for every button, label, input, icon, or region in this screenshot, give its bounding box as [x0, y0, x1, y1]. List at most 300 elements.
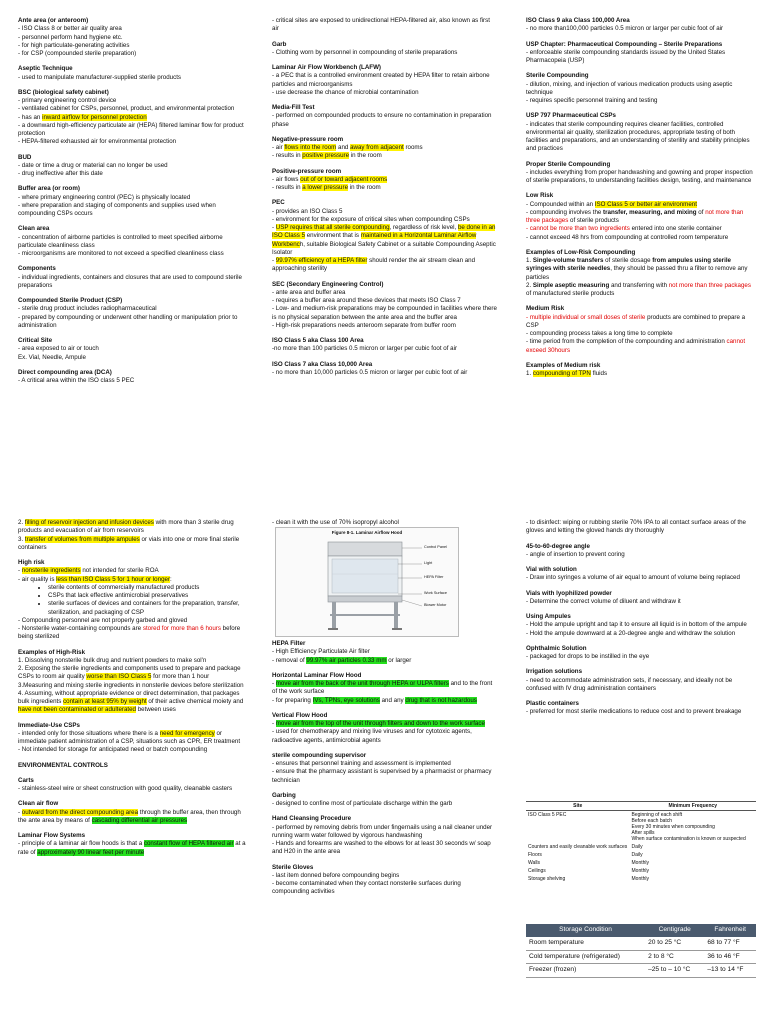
text-line [18, 194, 250, 202]
section [272, 17, 497, 34]
text-span: - clean it with the use of 70% isopropyl alcohol [272, 519, 399, 526]
text-span: - Compounded within an [526, 200, 595, 208]
section-heading: Laminar Air Flow Workbench (LAFW) [272, 64, 381, 71]
text-span: - Nonsterile water-containing compounds are [18, 625, 143, 632]
section [526, 41, 756, 66]
text-line [18, 625, 250, 642]
text-span: not intended for sterile ROA [80, 567, 159, 575]
highlighted-text: IVs, TPNs, eye solutions [312, 696, 380, 704]
text-span: - air quality is [18, 575, 57, 583]
section [526, 700, 756, 717]
text-line [526, 234, 756, 242]
section-heading: Critical Site [18, 337, 53, 344]
section-heading: sterile compounding supervisor [272, 751, 367, 759]
highlighted-text: nonsterile ingredients [21, 567, 81, 575]
text-line [272, 760, 497, 768]
section [272, 41, 497, 58]
column-5 [272, 519, 497, 527]
table-cell: Floors [528, 852, 542, 858]
text-line [18, 682, 250, 690]
section [526, 590, 756, 607]
text-line [272, 768, 497, 785]
text-span: , they should be passed thru a filter to remove any particles [526, 265, 748, 281]
text-line [272, 72, 497, 89]
text-span: - High Efficiency Particulate Air filter [272, 648, 370, 656]
text-line [18, 567, 250, 575]
highlighted-text: positive pressure [302, 152, 350, 160]
bullet-list [18, 584, 250, 617]
section [526, 112, 756, 153]
text-span: - packaged for drops to be instilled in the eye [526, 653, 650, 660]
section-heading: Irrigation solutions [526, 668, 583, 676]
text-line [18, 576, 250, 584]
table-header: Storage Condition [526, 924, 645, 937]
text-line [526, 708, 756, 716]
emphasis-text: not more than three packages [526, 208, 744, 224]
section-heading: Carts [18, 776, 34, 784]
section [526, 519, 756, 536]
text-line [526, 370, 756, 378]
section-heading: 45-to-60-degree angle [526, 542, 590, 550]
text-line [526, 225, 756, 233]
section [272, 168, 497, 193]
text-line [272, 369, 497, 377]
figure-label-hepa-filter: HEPA Filter [424, 575, 444, 579]
section-heading: Garb [272, 40, 287, 48]
section-heading: Vial with solution [526, 566, 577, 573]
highlighted-text: approximately 90 linear feet per minute [37, 848, 145, 856]
text-line [18, 536, 250, 553]
section [526, 613, 756, 638]
text-span: - [18, 567, 22, 575]
text-line [272, 697, 497, 705]
text-span: 3. [18, 535, 25, 543]
highlighted-text: ISO Class 5 or better air environment [594, 200, 697, 208]
text-span: - cannot exceed 48 hrs from compounding at controlled room temperature [526, 233, 729, 241]
text-line [272, 800, 497, 808]
section-heading: Examples of High-Risk [18, 648, 86, 656]
section-heading: Examples of Medium risk [526, 361, 601, 369]
text-span: - intended only for those situations where there is a [18, 729, 160, 737]
text-span: - air flows [272, 175, 301, 183]
text-line [18, 519, 250, 536]
highlighted-text: contain at least 95% by weight [63, 698, 147, 705]
text-span: - angle of insertion to prevent coring [526, 550, 625, 558]
section [526, 72, 756, 105]
section [18, 185, 250, 218]
column-5-continued [272, 640, 497, 897]
figure-caption: Figure 8-1. Laminar Airflow Hood [331, 530, 403, 535]
highlighted-text: filling of reservoir injection and infusion devices [24, 519, 154, 526]
text-span: and to the front of the work surface [272, 680, 493, 696]
text-span: -no more than 100 particles 0.5 micron or larger per cubic foot of air [272, 345, 458, 353]
section [272, 519, 497, 527]
section [526, 362, 756, 379]
text-line [272, 297, 497, 305]
text-line [272, 152, 497, 160]
text-span: - environment for the exposure of critical sites when compounding CSPs [272, 215, 470, 223]
text-span: - performed by removing debris from under fingernails using a nail cleaner under running warm water followed by vigorous handwashing [272, 823, 493, 839]
section [272, 815, 497, 856]
text-span: of sterile products [568, 217, 619, 224]
text-line [272, 840, 497, 857]
section [526, 192, 756, 242]
text-span: or larger [386, 656, 412, 664]
text-line [526, 169, 756, 186]
list-item: • sterile contents of commercially manufactured products [48, 584, 250, 592]
section-heading: ISO Class 7 aka Class 10,000 Area [272, 360, 373, 368]
text-line [272, 519, 497, 527]
text-span: 1. [526, 370, 533, 377]
table-cell: Beginning of each shift Before each batch Every 30 minutes when compounding After spills When surface contamination is known or suspected [631, 812, 746, 842]
table-cell: 20 to 25 °C [645, 937, 704, 950]
text-span: - area exposed to air or touch [18, 345, 99, 353]
text-span: - [272, 680, 276, 687]
text-span: - become contaminated when they contact nonsterile surfaces during compounding activities [272, 880, 461, 896]
table-cell: Counters and easily cleanable work surfaces [528, 844, 628, 850]
text-span: - Not intended for storage for anticipated need or batch compounding [18, 746, 208, 754]
text-span: - used to manipulate manufacturer-supplied sterile products [18, 73, 182, 81]
text-line [272, 144, 497, 152]
highlighted-text: worse than ISO Class 5 [86, 673, 152, 681]
table-header: Fahrenheit [704, 924, 756, 937]
table-cell: 2 to 8 °C [645, 950, 704, 964]
section-heading: Media-Fill Test [272, 104, 315, 111]
text-line [526, 282, 756, 299]
highlighted-text: 99.97% air particles 0.33 mm [306, 656, 387, 664]
text-line [18, 42, 250, 50]
text-span: - principle of a laminar air flow hoods is that a [18, 840, 144, 848]
text-line [272, 89, 497, 97]
text-span: between uses [136, 706, 176, 714]
section [272, 712, 497, 745]
table-row [526, 843, 756, 851]
section [526, 543, 756, 560]
column-1 [18, 17, 250, 385]
highlighted-text: transfer of volumes from multiple ampules [24, 535, 140, 543]
text-line [526, 551, 756, 559]
list-item: • CSPs that lack effective antimicrobial preservatives [48, 592, 250, 600]
section [18, 777, 250, 794]
emphasis-text: - multiple individual or small doses of sterile [526, 313, 646, 321]
text-span: - a downward high-efficiency particulate air (HEPA) filtered laminar flow for product protection [18, 121, 244, 137]
text-span: - dilution, mixing, and injection of various medication products using aseptic technique [526, 80, 733, 96]
figure-label-work-surface: Work Surface [424, 591, 447, 595]
text-line [18, 202, 250, 219]
text-span: 2. [526, 281, 533, 289]
text-span: - where preparation and staging of components and supplies used when compounding CSPs occurs [18, 201, 216, 217]
figure-label-light: Light [424, 561, 433, 565]
text-span: - [272, 720, 276, 727]
table-cell: –25 to – 10 °C [645, 964, 704, 978]
table-header: Site [526, 802, 630, 811]
text-line [18, 97, 250, 105]
text-span: of sterile dosage [603, 257, 653, 264]
section [18, 225, 250, 258]
text-line [272, 289, 497, 297]
column-4 [18, 519, 250, 857]
text-span: 1. [526, 257, 533, 264]
section [526, 645, 756, 662]
text-line [272, 872, 497, 880]
emphasis-text: stored for more than 6 hours [142, 625, 221, 632]
table-cell: –13 to 14 °F [704, 964, 756, 978]
highlighted-text: constant flow of HEPA filtered air [143, 840, 234, 848]
text-line [272, 257, 497, 274]
emphasis-text: - [526, 225, 530, 233]
text-span: entered into one sterile container [629, 225, 722, 233]
text-line [18, 105, 250, 113]
text-line [272, 17, 497, 34]
text-span: - performed on compounded products to ensure no contamination in preparation phase [272, 112, 492, 128]
section [18, 832, 250, 857]
section-heading: Compounded Sterile Product (CSP) [18, 297, 123, 304]
text-line [18, 114, 250, 122]
text-span: with more than 3 sterile drug products and evacuation of air from reservoirs [18, 519, 234, 535]
laminar-airflow-hood-figure [275, 527, 459, 637]
text-line [18, 345, 250, 353]
text-span: - compounding process takes a long time to complete [526, 330, 673, 337]
section-heading: Using Ampules [526, 613, 571, 620]
text-span: Simple aseptic measuring [532, 281, 610, 289]
highlighted-text: be done in an ISO Class 5 [272, 224, 496, 240]
text-span: - for high particulate-generating activities [18, 41, 130, 49]
highlighted-text: 99.97% efficiency of a HEPA filter [275, 257, 368, 264]
text-span: - no more than100,000 particles 0.5 micron or larger per cubic foot of air [526, 25, 724, 33]
section [272, 337, 497, 354]
text-line [18, 162, 250, 170]
section-heading: Examples of Low-Risk Compounding [526, 248, 636, 256]
text-line [526, 598, 756, 606]
table-cell: 36 to 46 °F [704, 950, 756, 964]
text-span: - provides an ISO Class 5 [272, 207, 343, 215]
text-span: - use decrease the chance of microbial contamination [272, 88, 419, 96]
table-cell: Walls [528, 860, 541, 866]
section [526, 566, 756, 583]
text-span: 2. [18, 519, 25, 526]
section-heading: BSC (biological safety cabinet) [18, 88, 109, 96]
text-span: h, suitable Biological Safety Cabinet or a suitable Compounding Aseptic Isolator [272, 240, 496, 256]
text-line [272, 184, 497, 192]
text-span: - results in [272, 184, 303, 191]
text-span: - has an [18, 113, 43, 121]
emphasis-text: cannot be more than two ingredients [529, 225, 630, 233]
section [526, 17, 756, 34]
text-line [18, 354, 250, 362]
highlighted-text: inward airflow for personnel protection [42, 113, 147, 121]
section [272, 64, 497, 97]
column-6 [526, 519, 756, 717]
section [272, 792, 497, 809]
text-line [272, 224, 497, 257]
section [272, 136, 497, 161]
storage-conditions-table [526, 924, 756, 978]
text-span: - personnel perform hand hygiene etc. [18, 33, 123, 41]
text-line [18, 657, 250, 665]
text-span: - to disinfect: wiping or rubbing sterile 70% IPA to all contact surface areas of the gloves and letting the gloved hands dry thoroughly [526, 519, 746, 535]
text-span: - where primary engineering control (PEC) is physically located [18, 193, 191, 201]
section-heading: PEC [272, 199, 285, 207]
text-line [18, 250, 250, 258]
section [18, 17, 250, 58]
text-span: - concentration of airborne particles is controlled to meet specified airborne particulate cleanliness class [18, 233, 223, 249]
text-span: - Draw into syringes a volume of air equal to amount of volume being replaced [526, 574, 740, 582]
text-span: - sterile drug product includes radiopharmaceutical [18, 305, 157, 313]
text-line [526, 201, 756, 209]
section-heading: USP Chapter: Pharmaceutical Compounding – Sterile Preparations [526, 40, 723, 48]
text-span: - Compounding personnel are not properly garbed and gloved [18, 616, 188, 624]
text-line [18, 730, 250, 747]
text-line [526, 25, 756, 33]
highlighted-text: less than ISO Class 5 for 1 hour or longer [56, 575, 171, 583]
table-row [526, 875, 756, 883]
text-span: - indicates that sterile compounding requires cleaner facilities, controlled environmental air quality, sterilization procedures, appropriate testing of both facilities and preparations, and an understanding of sterility and stability principles and practices [526, 120, 750, 153]
text-span: - [18, 808, 22, 816]
section [18, 722, 250, 755]
section [18, 519, 250, 552]
text-span: - removal of [272, 656, 307, 664]
section-heading: Clean area [18, 225, 50, 233]
highlighted-text: move air from the top of the unit through filters and down to the work surface [275, 720, 485, 727]
text-span: - a PEC that is a controlled environment created by HEPA filter to retain airbone particles and microorganisms [272, 72, 490, 88]
text-line [526, 330, 756, 338]
text-line [526, 338, 756, 355]
text-span: in the room [349, 152, 382, 160]
text-span: - ISO Class 8 or better air quality area [18, 25, 122, 33]
text-span: - ensure that the pharmacy assistant is supervised by a pharmacist or pharmacy technician [272, 768, 492, 784]
section-heading: SEC (Secondary Engineering Control) [272, 280, 384, 288]
section-heading: Vertical Flow Hood [272, 711, 328, 719]
text-line [272, 345, 497, 353]
highlighted-text: flows into the room [284, 144, 337, 151]
text-span: or vials into one or more final sterile containers [18, 535, 240, 551]
section-heading: Buffer area (or room) [18, 185, 80, 193]
section [18, 337, 250, 362]
text-span: - time period from the completion of the compounding and administration [526, 338, 727, 346]
text-line [272, 657, 497, 665]
text-span: - includes everything from proper handwashing and gowning and proper inspection of sterile preparations, to understanding facilities design, testing, and maintenance [526, 168, 753, 184]
section [18, 154, 250, 179]
text-line [18, 746, 250, 754]
figure-label-control-panel: Control Panel [424, 545, 448, 549]
text-span: products are combined to prepare a CSP [526, 313, 746, 329]
section [526, 161, 756, 186]
text-line [526, 621, 756, 629]
table-cell: Daily [631, 844, 643, 850]
text-span: - stainless-steel wire or sheet construction with good quality, cleanable casters [18, 785, 233, 792]
text-span: and transferring with [609, 281, 669, 289]
cleaning-frequency-table-wrap [526, 801, 756, 883]
text-span: - ensures that personnel training and assessment is implemented [272, 760, 451, 767]
figure-label-blower-motor: Blower Motor [424, 603, 447, 607]
text-span: - drug ineffective after this date [18, 170, 103, 177]
table-cell: Cold temperature (refrigerated) [526, 950, 645, 964]
text-line [272, 680, 497, 697]
text-line [18, 274, 250, 291]
section [18, 762, 250, 770]
table-row [526, 867, 756, 875]
table-header: Minimum Frequency [630, 802, 757, 811]
section-heading: Components [18, 265, 56, 273]
text-span: - requires specific personnel training and testing [526, 97, 658, 104]
text-line [18, 690, 250, 715]
section-heading: Horizontal Laminar Flow Hood [272, 671, 362, 679]
section-heading: Ophthalmic Solution [526, 644, 587, 652]
section [18, 649, 250, 715]
text-span: - microorganisms are monitored to not exceed a specified cleanliness class [18, 250, 224, 257]
section [18, 265, 250, 290]
text-span: - High-risk preparations needs anteroom separate from buffer room [272, 321, 456, 329]
table-row [526, 950, 756, 964]
table-cell: Monthly [631, 876, 650, 882]
text-span: from ampules using sterile syringes with sterile needles [526, 257, 731, 273]
table-row [526, 937, 756, 950]
section [272, 640, 497, 665]
section [18, 559, 250, 642]
section [18, 800, 250, 825]
section-heading: High risk [18, 559, 45, 566]
text-line [18, 25, 250, 33]
text-span: - ventilated cabinet for CSPs, personnel, product, and environmental protection [18, 105, 235, 113]
text-span: : [170, 575, 172, 583]
text-line [526, 314, 756, 331]
table-cell: ISO Class 5 PEC [528, 812, 567, 818]
text-line [526, 209, 756, 226]
section-heading: Sterile Compounding [526, 72, 589, 80]
highlighted-text: compounding of TPN [532, 370, 591, 377]
text-span: 3.Measuring and mixing sterile ingredients in nonsterile devices before sterilization [18, 681, 244, 689]
text-span: - A critical area within the ISO class 5 PEC [18, 377, 135, 384]
text-span: - prepared by compounding or underwent other handling or manipulation prior to administration [18, 313, 238, 329]
text-span: transfer, measuring, and mixing [603, 208, 697, 216]
text-line [18, 74, 250, 82]
section-heading: ISO Class 9 aka Class 100,000 Area [526, 17, 630, 24]
text-span: in the room [348, 184, 381, 191]
section [272, 361, 497, 378]
table-cell: Monthly [631, 868, 650, 874]
section-heading: Proper Sterile Compounding [526, 160, 611, 168]
table-row [526, 851, 756, 859]
emphasis-text: cannot exceed 30hours [526, 338, 746, 354]
text-line [272, 49, 497, 57]
text-span: - [272, 257, 276, 264]
text-line [18, 305, 250, 313]
text-span: - Hands and forearms are washed to the elbows for at least 30 seconds w/ soap and H20 in the ante area [272, 840, 491, 856]
text-span: and any [379, 696, 406, 704]
table-header: Centigrade [645, 924, 704, 937]
text-line [526, 81, 756, 98]
section-heading: Hand Cleansing Procedure [272, 815, 352, 823]
text-line [18, 617, 250, 625]
text-span: - results in [272, 152, 303, 160]
section [272, 672, 497, 705]
section-heading: Clean air flow [18, 800, 59, 808]
table-cell: Freezer (frozen) [526, 964, 645, 978]
text-span: - [272, 224, 276, 231]
text-line [18, 314, 250, 331]
section-heading: Ante area (or anteroom) [18, 17, 89, 24]
table-cell: Monthly [631, 860, 650, 866]
text-span: of [696, 208, 706, 216]
text-span: fluids [590, 370, 608, 377]
text-line [272, 305, 497, 322]
table-row [526, 964, 756, 978]
highlighted-text: have not been contaminated or adulterated [18, 706, 136, 714]
text-span: - enforceable sterile compounding standards issued by the United States Pharmacopeia (USP) [526, 48, 726, 64]
table-row [526, 811, 756, 844]
text-line [18, 170, 250, 178]
text-span: - for preparing [272, 696, 313, 704]
